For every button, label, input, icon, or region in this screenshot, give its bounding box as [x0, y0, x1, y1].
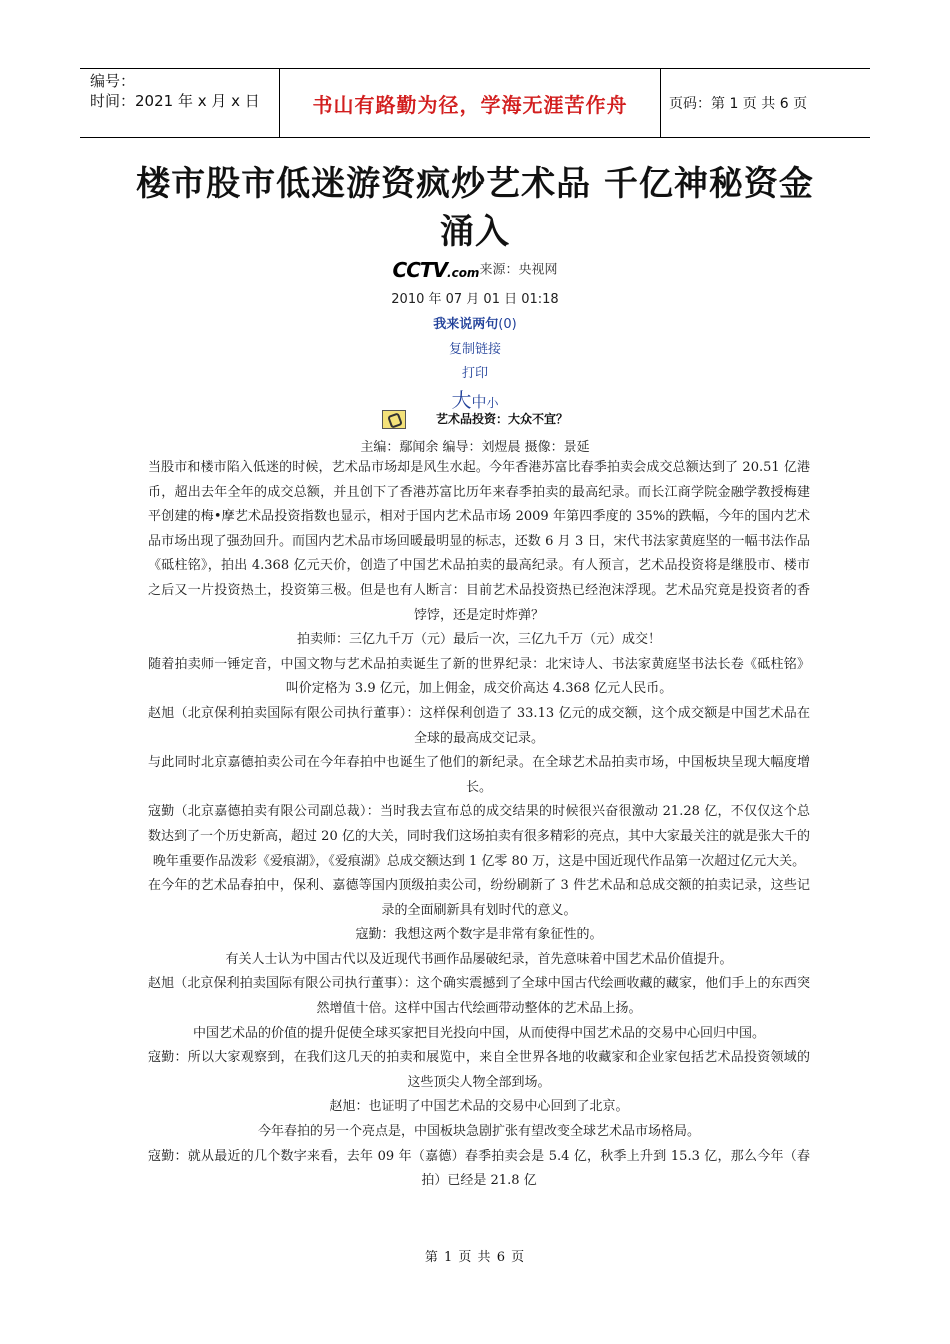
header-info-cell — [80, 69, 280, 137]
motto: 书山有路勤为径，学海无涯苦作舟 — [312, 92, 628, 117]
article-body — [148, 456, 810, 1194]
paragraph: 赵旭（北京保利拍卖国际有限公司执行董事）：这样保利创造了 33.13 亿元的成交额，这个成交额是中国艺术品在全球的最高成交记录。 — [148, 705, 810, 746]
paragraph: 拍卖师：三亿九千万（元）最后一次，三亿九千万（元）成交！ — [296, 632, 661, 648]
video-caption-line — [0, 410, 950, 429]
article-title: 楼市股市低迷游资疯炒艺术品 千亿神秘资金涌入 — [136, 164, 814, 252]
page-info: 页码：第 1 页 共 6 页 — [669, 96, 808, 112]
paragraph: 赵旭（北京保利拍卖国际有限公司执行董事）：这个确实震撼到了全球中国古代绘画收藏的藏家，他们手上的东西突然增值十倍。这样中国古代绘画带动整体的艺术品上扬。 — [148, 976, 810, 1017]
cctv-logo: CCTV.com — [392, 258, 480, 282]
video-icon[interactable] — [382, 410, 406, 429]
paragraph: 随着拍卖师一锤定音，中国文物与艺术品拍卖诞生了新的世界纪录：北宋诗人、书法家黄庭坚书法长卷《砥柱铭》叫价定格为 3.9 亿元，加上佣金，成交价高达 4.368 亿元人民币。 — [148, 656, 810, 697]
header-page-cell — [661, 69, 870, 137]
document-number: 编号： — [90, 72, 136, 90]
paragraph: 在今年的艺术品春拍中，保利、嘉德等国内顶级拍卖公司，纷纷刷新了 3 件艺术品和总成交额的拍卖记录，这些记录的全面刷新具有划时代的意义。 — [148, 878, 810, 918]
paragraph: 寇勤：就从最近的几个数字来看，去年 09 年（嘉德）春季拍卖会是 5.4 亿，秋季上升到 15.3 亿，那么今年（春拍）已经是 21.8 亿 — [148, 1148, 810, 1189]
paragraph: 有关人士认为中国古代以及近现代书画作品屡破纪录，首先意味着中国艺术品价值提升。 — [225, 951, 733, 967]
publish-date: 2010 年 07 月 01 日 01:18 — [391, 292, 559, 307]
document-header — [80, 68, 870, 138]
comment-link[interactable] — [0, 313, 950, 332]
video-caption: 艺术品投资：大众不宜？ — [435, 412, 568, 426]
credits: 主编：鄢闻余 编导：刘煜晨 摄像：景延 — [360, 440, 590, 455]
page-footer: 第 1 页 共 6 页 — [424, 1250, 526, 1265]
paragraph: 今年春拍的另一个亮点是，中国板块急剧扩张有望改变全球艺术品市场格局。 — [257, 1124, 700, 1140]
font-size-selector — [0, 384, 950, 413]
paragraph: 寇勤：我想这两个数字是非常有象征性的。 — [355, 927, 603, 943]
header-motto-cell — [280, 69, 661, 137]
paragraph: 与此同时北京嘉德拍卖公司在今年春拍中也诞生了他们的新纪录。在全球艺术品拍卖市场，中国板块呈现大幅度增长。 — [148, 755, 810, 795]
source: 来源：央视网 — [479, 262, 558, 278]
paragraph: 寇勤（北京嘉德拍卖有限公司副总裁）：当时我去宣布总的成交结果的时候很兴奋很激动 21.28 亿，不仅仅这个总数达到了一个历史新高，超过 20 亿的大关，同时我们这场拍卖有很多精彩的亮点，其中大家最关注的就是张大千的晚年重要作品泼彩《爱痕湖》，《爱痕湖》总成交额达到 1 亿零 80 万，这是中国近现代作品第一次超过亿元大关。 — [148, 804, 810, 869]
font-size-medium[interactable]: 中 — [471, 393, 487, 411]
paragraph: 中国艺术品的价值的提升促使全球买家把目光投向中国，从而使得中国艺术品的交易中心回归中国。 — [192, 1025, 765, 1041]
font-size-large[interactable]: 大 — [451, 388, 472, 412]
comment-count: (0) — [498, 317, 517, 332]
document-time: 时间：2021 年 x 月 x 日 — [90, 92, 260, 110]
paragraph: 赵旭：也证明了中国艺术品的交易中心回到了北京。 — [329, 1099, 629, 1115]
copy-link[interactable]: 复制链接 — [448, 342, 501, 357]
font-size-small[interactable]: 小 — [486, 396, 499, 410]
print-link[interactable]: 打印 — [461, 366, 488, 381]
paragraph: 当股市和楼市陷入低迷的时候，艺术品市场却是风生水起。今年香港苏富比春季拍卖会成交总额达到了 20.51 亿港币，超出去年全年的成交总额，并且创下了香港苏富比历年来春季拍卖的最高纪录。而长江商学院金融学教授梅建平创建的梅•摩艺术品投资指数也显示，相对于国内艺术品市场 2009 年第四季度的 35%的跌幅，今年的国内艺术品市场出现了强劲回升。而国内艺术品市场回暖最明显的标志，还数 6 月 3 日，宋代书法家黄庭坚的一幅书法作品《砥柱铭》，拍出 4.368 亿元天价，创造了中国艺术品拍卖的最高纪录。有人预言，艺术品投资将是继股市、楼市之后又一片投资热土，投资第三极。但是也有人断言：目前艺术品投资热已经泡沫浮现。艺术品究竟是投资者的香饽饽，还是定时炸弹？ — [148, 460, 810, 623]
paragraph: 寇勤：所以大家观察到，在我们这几天的拍卖和展览中，来自全世界各地的收藏家和企业家包括艺术品投资领域的这些顶尖人物全部到场。 — [148, 1050, 810, 1090]
source-line — [0, 258, 950, 282]
comment-label[interactable]: 我来说两句 — [433, 317, 499, 332]
